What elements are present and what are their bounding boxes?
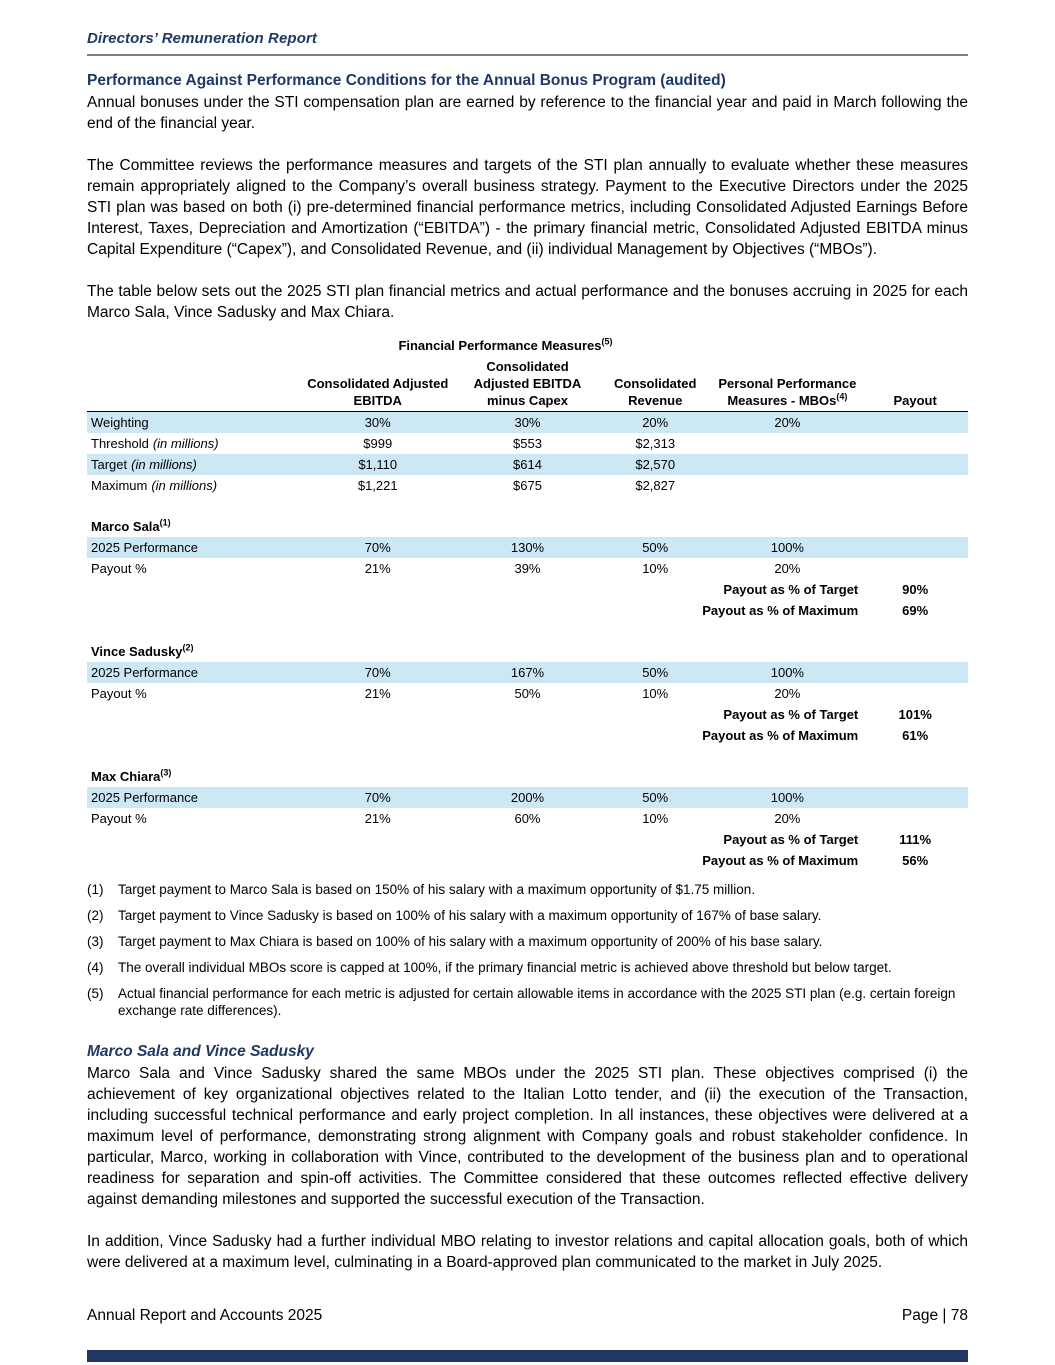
payout-pct-row	[87, 558, 968, 579]
person-name-row	[87, 516, 968, 537]
cell: 10%	[642, 811, 669, 826]
summary-label: Payout as % of Maximum	[702, 853, 859, 868]
cell	[862, 662, 968, 683]
report-title: Directors’ Remuneration Report	[87, 30, 317, 47]
cell	[862, 808, 968, 829]
row-label: Maximum (in millions)	[91, 478, 218, 493]
cell: 100%	[712, 537, 862, 558]
cell	[87, 725, 298, 746]
subsection-title: Marco Sala and Vince Sadusky	[87, 1043, 314, 1060]
cell: 70%	[298, 662, 457, 683]
cell: 20%	[774, 811, 801, 826]
report-header	[87, 30, 968, 56]
cell	[712, 433, 862, 454]
cell: 70%	[298, 537, 457, 558]
ebitda-column-header: Consolidated Adjusted EBITDA	[307, 376, 449, 408]
maximum-row	[87, 475, 968, 496]
group-header-row	[87, 335, 968, 356]
cell	[298, 516, 968, 537]
payout-maximum-row	[87, 850, 968, 871]
cell: 167%	[457, 662, 598, 683]
payout-target-row	[87, 704, 968, 725]
payout-maximum-row	[87, 600, 968, 621]
summary-label: Payout as % of Target	[723, 832, 859, 847]
payout-target-row	[87, 829, 968, 850]
cell	[87, 704, 298, 725]
weighting-row	[87, 412, 968, 434]
cell: 100%	[712, 787, 862, 808]
payout-pct-row	[87, 808, 968, 829]
summary-value: 69%	[902, 603, 929, 618]
cell	[862, 683, 968, 704]
performance-row	[87, 662, 968, 683]
cell	[862, 537, 968, 558]
person-name: Vince Sadusky$^{(2)}$	[91, 642, 194, 659]
row-label: 2025 Performance	[87, 537, 298, 558]
payout-target-row	[87, 579, 968, 600]
payout-maximum-row	[87, 725, 968, 746]
table-spacer-row	[87, 746, 968, 766]
footnote-text: Target payment to Marco Sala is based on 150% of his salary with a maximum opportunity of $1.75 million.	[118, 882, 756, 897]
cell	[298, 641, 968, 662]
person-name-row	[87, 641, 968, 662]
cell: 10%	[642, 561, 669, 576]
row-label: Payout %	[91, 561, 147, 576]
cell: $2,570	[598, 454, 713, 475]
paragraph-table-intro: The table below sets out the 2025 STI plan financial metrics and actual performance and the bonuses accruing in 2025 for each Marco Sala, Vince Sadusky and Max Chiara.	[87, 283, 968, 321]
person-name-row	[87, 766, 968, 787]
cell	[298, 766, 968, 787]
footnotes-list	[87, 881, 968, 1019]
row-label: Payout %	[91, 811, 147, 826]
cell	[712, 454, 862, 475]
cell: 20%	[598, 412, 713, 434]
summary-value: 111%	[899, 832, 932, 847]
cell: 20%	[774, 686, 801, 701]
summary-label: Payout as % of Target	[723, 582, 859, 597]
person-name: Max Chiara$^{(3)}$	[91, 767, 172, 784]
cell: $675	[513, 478, 542, 493]
cell: 21%	[364, 811, 391, 826]
footer-report-name: Annual Report and Accounts 2025	[87, 1307, 323, 1324]
footnote-number: (1)	[87, 882, 104, 897]
person-name: Marco Sala$^{(1)}$	[91, 517, 171, 534]
sti-performance-table	[87, 335, 968, 871]
financial-measures-group-header: Financial Performance Measures$^{(5)}$	[398, 336, 613, 353]
cell: $553	[513, 436, 542, 451]
footnote	[87, 933, 968, 950]
footer-bar	[87, 1350, 968, 1362]
ebitda-minus-capex-column-header: Consolidated Adjusted EBITDA minus Capex	[473, 359, 582, 408]
cell: 10%	[642, 686, 669, 701]
target-row	[87, 454, 968, 475]
footnote	[87, 985, 968, 1019]
paragraph-vince-mbo: In addition, Vince Sadusky had a further individual MBO relating to investor relations and capital allocation goals, both of which were delivered at a maximum level, culminating in a Board-approved plan communicated to the market in July 2025.	[87, 1233, 968, 1271]
cell: 70%	[298, 787, 457, 808]
cell: $999	[363, 436, 393, 451]
summary-label: Payout as % of Maximum	[702, 603, 859, 618]
table-spacer-row	[87, 621, 968, 641]
cell	[862, 475, 968, 496]
cell: 60%	[514, 811, 541, 826]
footnote-number: (5)	[87, 986, 104, 1001]
footnote-text: Target payment to Vince Sadusky is based on 100% of his salary with a maximum opportunity of 167% of base salary.	[118, 908, 822, 923]
cell: $1,221	[357, 478, 398, 493]
performance-row	[87, 537, 968, 558]
cell: 50%	[598, 662, 713, 683]
threshold-row	[87, 433, 968, 454]
personal-measures-header: Personal Performance Measures - MBOs$^{(4)}$	[718, 376, 857, 408]
cell: $2,827	[635, 478, 676, 493]
paragraph-committee: The Committee reviews the performance measures and targets of the STI plan annually to evaluate whether these measures remain appropriately aligned to the Company’s overall business strategy. Payment to the Executive Directors under the 2025 STI plan was based on both (i) pre-determined financial performance metrics, including Consolidated Adjusted Earnings Before Interest, Taxes, Depreciation and Amortization (“EBITDA”) - the primary financial metric, Consolidated Adjusted EBITDA minus Capital Expenditure (“Capex”), and Consolidated Revenue, and (ii) individual Management by Objectives (“MBOs”).	[87, 157, 968, 258]
cell: $1,110	[298, 454, 457, 475]
footnote-text: Target payment to Max Chiara is based on 100% of his salary with a maximum opportunity of 200% of his base salary.	[118, 934, 823, 949]
cell	[712, 475, 862, 496]
cell: 130%	[457, 537, 598, 558]
cell: 21%	[364, 686, 391, 701]
table-spacer-row	[87, 496, 968, 516]
footnote-number: (4)	[87, 960, 104, 975]
cell	[87, 850, 298, 871]
row-label: Threshold (in millions)	[91, 436, 219, 451]
cell: 39%	[514, 561, 541, 576]
row-label: Target (in millions)	[87, 454, 298, 475]
paragraph-intro: Annual bonuses under the STI compensation plan are earned by reference to the financial year and paid in March following the end of the financial year.	[87, 94, 968, 132]
performance-row	[87, 787, 968, 808]
page-footer	[87, 1307, 968, 1325]
cell	[862, 787, 968, 808]
cell	[87, 829, 298, 850]
cell: $614	[457, 454, 598, 475]
summary-label: Payout as % of Target	[723, 707, 859, 722]
cell: 200%	[457, 787, 598, 808]
footnote	[87, 959, 968, 976]
payout-pct-row	[87, 683, 968, 704]
table-head	[87, 335, 968, 412]
paragraph-mbos: Marco Sala and Vince Sadusky shared the same MBOs under the 2025 STI plan. These objectives comprised (i) the achievement of key organizational objectives related to the Italian Lotto tender, and (ii) the execution of the Transaction, including successful technical performance and early project completion. In all instances, these objectives were delivered at a maximum level of performance, demonstrating strong alignment with Company goals and robust stakeholder confidence. In particular, Marco, working in collaboration with Vince, contributed to the development of the business plan and to operational readiness for separation and spin-off activities. The Committee considered that these outcomes reflected effective delivery against demanding milestones and supported the successful execution of the Transaction.	[87, 1065, 968, 1208]
row-label: 2025 Performance	[87, 787, 298, 808]
cell	[862, 454, 968, 475]
cell: 30%	[298, 412, 457, 434]
cell	[87, 335, 298, 356]
cell: 100%	[712, 662, 862, 683]
revenue-column-header: Consolidated Revenue	[614, 376, 697, 408]
header-rule	[87, 54, 968, 56]
summary-value: 61%	[902, 728, 929, 743]
row-label: Weighting	[87, 412, 298, 434]
cell: 20%	[774, 561, 801, 576]
footnote-number: (2)	[87, 908, 104, 923]
summary-value: 101%	[898, 707, 932, 722]
cell: 30%	[457, 412, 598, 434]
section-title: Performance Against Performance Conditions for the Annual Bonus Program (audited)	[87, 72, 726, 89]
footnote-text: The overall individual MBOs score is capped at 100%, if the primary financial metric is achieved above threshold but below target.	[118, 960, 892, 975]
payout-header: Payout	[893, 393, 937, 408]
cell: 20%	[712, 412, 862, 434]
cell	[87, 579, 298, 600]
table-body	[87, 412, 968, 872]
cell	[862, 558, 968, 579]
footnote	[87, 881, 968, 898]
cell	[87, 600, 298, 621]
cell	[862, 433, 968, 454]
cell: 21%	[364, 561, 391, 576]
cell: 50%	[514, 686, 541, 701]
footnote	[87, 907, 968, 924]
footnote-text: Actual financial performance for each metric is adjusted for certain allowable items in accordance with the 2025 STI plan (e.g. certain foreign exchange rate differences).	[118, 986, 956, 1018]
page-body	[87, 72, 968, 1273]
cell	[87, 356, 298, 412]
footnote-number: (3)	[87, 934, 104, 949]
cell: 50%	[598, 787, 713, 808]
cell	[862, 412, 968, 434]
footer-page-number: Page | 78	[901, 1307, 968, 1324]
cell: 50%	[598, 537, 713, 558]
summary-label: Payout as % of Maximum	[702, 728, 859, 743]
summary-value: 90%	[902, 582, 929, 597]
summary-value: 56%	[902, 853, 929, 868]
cell: $2,313	[635, 436, 676, 451]
row-label: 2025 Performance	[87, 662, 298, 683]
row-label: Payout %	[91, 686, 147, 701]
